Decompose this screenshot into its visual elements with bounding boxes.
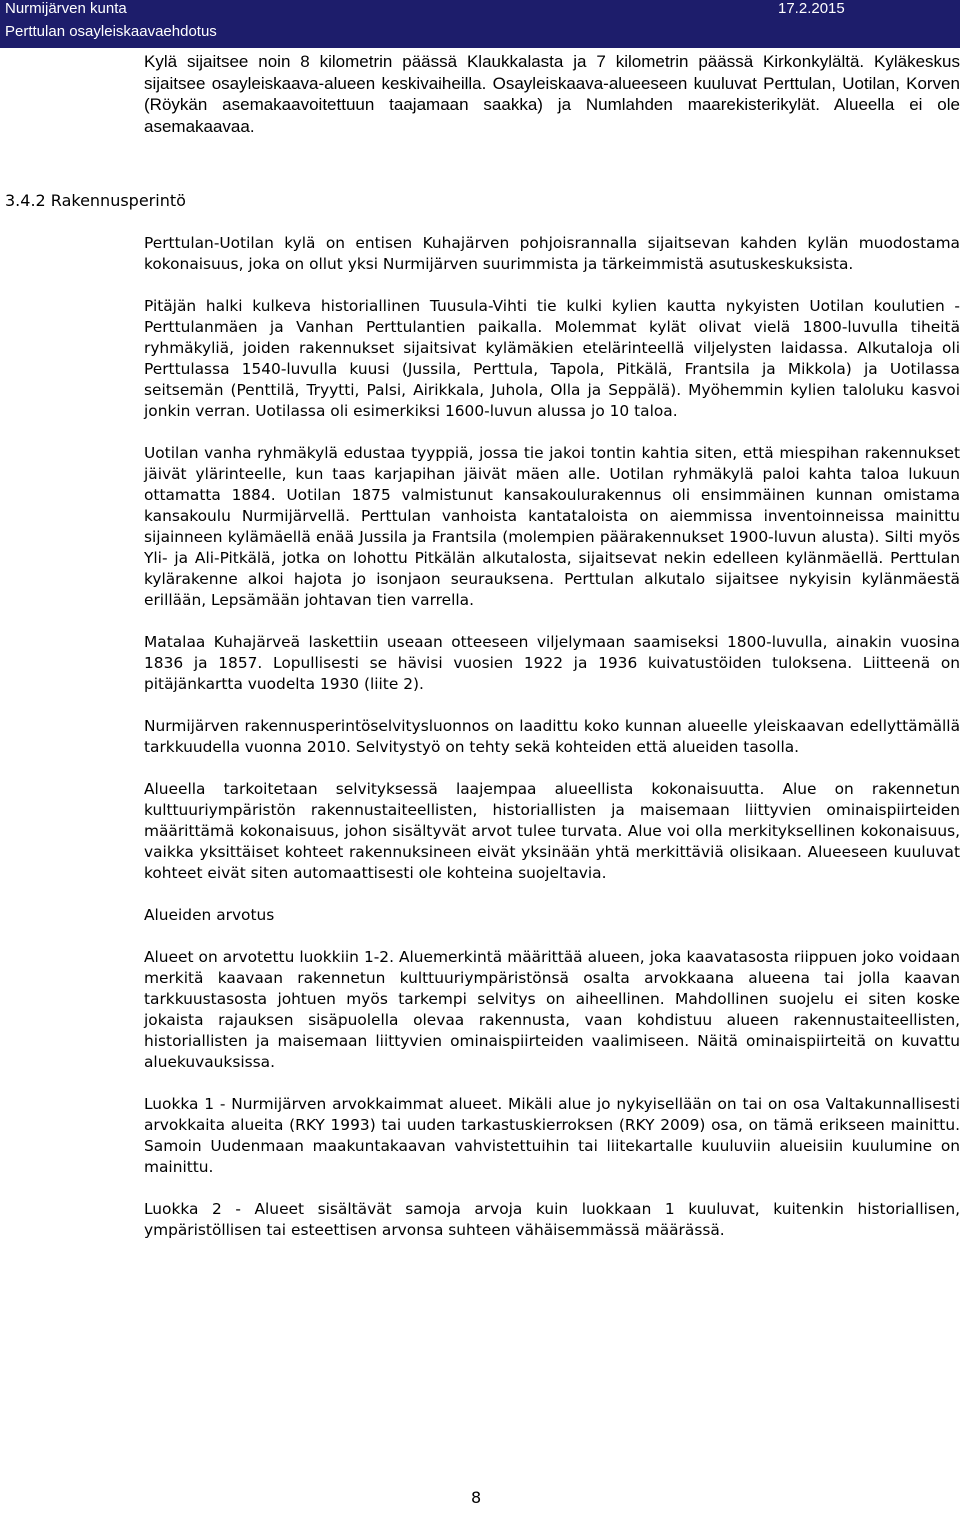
body-paragraph: Pitäjän halki kulkeva historiallinen Tuusula-Vihti tie kulki kylien kautta nykyisten Uotilan koulutien - Perttulanmäen ja Vanhan Perttulantien paikalla. Molemmat kylät olivat vielä 1800-luvulla tiheitä ryhmäkyliä, joiden rakennukset sijaitsivat kylämäkien etelärinteellä viljelysten laidassa. Alkutaloja oli Perttulassa 1540-luvulla kuusi (Jussila, Perttula, Tapola, Pitkälä, Frantsila ja Mikkola) ja Uotilassa seitsemän (Penttilä, Tryytti, Palsi, Airikkala, Juhola, Olla ja Seppälä). Myöhemmin kylien taloluku kasvoi jonkin verran. Uotilassa oli esimerkiksi 1600-luvun alussa jo 10 taloa. — [144, 297, 960, 420]
header-date: 17.2.2015 — [778, 0, 845, 17]
body-paragraph: Perttulan-Uotilan kylä on entisen Kuhajärven pohjoisrannalla sijaitsevan kahden kylän muodostama kokonaisuus, joka on ollut yksi Nurmijärven suurimmista ja tärkeimmistä asutuskeskuksista. — [144, 234, 960, 273]
body-paragraph: Alueet on arvotettu luokkiin 1-2. Aluemerkintä määrittää alueen, joka kaavatasosta riippuen joko voidaan merkitä kaavaan rakennetun kulttuuriympäristönsä osalta arvokkaana alueena tai jolla kaavan tarkkuustasosta johtuen myös tarkempi selvitys on aiheellinen. Mahdollinen suojelu ei siten koske jokaista rajauksen sisäpuolella olevaa rakennusta, vaan kohdistuu alueen rakennustaiteellisten, historiallisten ja maisemaan liittyvien ominaispiirteiden vaalimiseen. Näitä ominaispiirteitä on kuvattu aluekuvauksissa. — [144, 948, 960, 1071]
body-paragraph: Uotilan vanha ryhmäkylä edustaa tyyppiä, jossa tie jakoi tontin kahtia siten, että miespihan rakennukset jäivät ylärinteelle, kun taas karjapihan jäivät mäen alle. Uotilan ryhmäkylä paloi kahta taloa lukuun ottamatta 1884. Uotilan 1875 valmistunut kansakoulurakennus oli ensimmäinen kunnan omistama kansakoulu Nurmijärvellä. Perttulan vanhoista kantataloista on aiemmissa inventoinneissa mainittu sijainneen kylämäellä enää Jussila ja Frantsila (molempien päärakennukset 1900-luvun alusta). Silti myös Yli- ja Ali-Pitkälä, jotka on lohottu Pitkälän alkutalosta, sijaitsevat nekin edelleen kylänmäellä. Perttulan kylärakenne alkoi hajota jo isonjaon seurauksena. Perttulan alkutalo sijaitsee nykyisin kylänmäestä erillään, Lepsämään johtavan tien varrella. — [144, 444, 960, 609]
header-document-title: Perttulan osayleiskaavaehdotus — [5, 23, 217, 40]
subheading: Alueiden arvotus — [144, 906, 275, 924]
page-header — [0, 0, 960, 48]
body-paragraph: Nurmijärven rakennusperintöselvitysluonnos on laadittu koko kunnan alueelle yleiskaavan edellyttämällä tarkkuudella vuonna 2010. Selvitystyö on tehty sekä kohteiden että alueiden tasolla. — [144, 717, 960, 756]
body-paragraph: Luokka 2 - Alueet sisältävät samoja arvoja kuin luokkaan 1 kuuluvat, kuitenkin historiallisen, ympäristöllisen tai esteettisen arvonsa suhteen vähäisemmässä määrässä. — [144, 1200, 960, 1239]
page-number: 8 — [471, 1488, 482, 1507]
intro-paragraph: Kylä sijaitsee noin 8 kilometrin päässä Klaukkalasta ja 7 kilometrin päässä Kirkonkylältä. Kyläkeskus sijaitsee osayleiskaava-alueen keskivaiheilla. Osayleiskaava-alueeseen kuuluvat Perttulan, Uotilan, Korven (Röykän asemakaavoitettuun taajamaan saakka) ja Numlahden maarekisterikylät. Alueella ei ole asemakaavaa. — [144, 52, 960, 136]
body-paragraph: Matalaa Kuhajärveä laskettiin useaan otteeseen viljelymaan saamiseksi 1800-luvulla, ainakin vuosina 1836 ja 1857. Lopullisesti se hävisi vuosien 1922 ja 1936 kuivatustöiden tuloksena. Liitteenä on pitäjänkartta vuodelta 1930 (liite 2). — [144, 633, 960, 693]
body-paragraph: Luokka 1 - Nurmijärven arvokkaimmat alueet. Mikäli alue jo nykyisellään on tai on osa Valtakunnallisesti arvokkaita alueita (RKY 1993) tai uuden tarkastuskierroksen (RKY 2009) osa, on tämä erikseen mainittu. Samoin Uudenmaan maakuntakaavan vahvistettuihin tai liitekartalle kuuluviin alueisiin kuulumine on mainittu. — [144, 1095, 960, 1176]
section-heading: 3.4.2 Rakennusperintö — [5, 191, 186, 210]
section-body — [144, 233, 960, 1262]
body-paragraph: Alueella tarkoitetaan selvityksessä laajempaa alueellista kokonaisuutta. Alue on rakennetun kulttuuriympäristön rakennustaiteellisten, historiallisten ja maisemaan liittyvien ominaispiirteiden määrittämä kokonaisuus, johon sisältyvät arvot tulee turvata. Alue voi olla merkityksellinen kokonaisuus, vaikka yksittäiset kohteet rakennuksineen eivät yksinään yhtä merkittäviä olisikaan. Alueeseen kuuluvat kohteet eivät siten automaattisesti ole kohteina suojeltavia. — [144, 780, 960, 882]
header-organization: Nurmijärven kunta — [5, 0, 127, 17]
